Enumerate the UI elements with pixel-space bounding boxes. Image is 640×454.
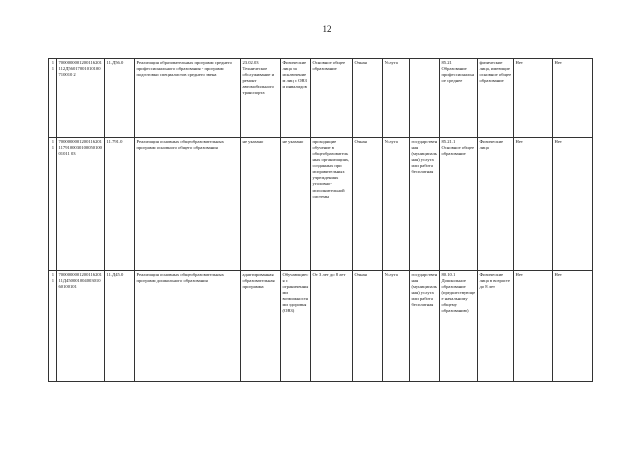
cell-okved: 11.Д45.0 xyxy=(105,271,135,382)
services-register-table xyxy=(48,58,593,382)
cell-content: проходящие обучение в общеобразовательных организациях, созданных при исправительных учреждениях уголовно-исполнительной системы xyxy=(311,138,353,271)
cell-code: 700000000120011620111Д45000100400301060100101 xyxy=(57,271,105,382)
cell-specialty: не указано xyxy=(241,138,281,271)
cell-type: Услуга xyxy=(383,271,410,382)
cell-payment: государственная (муниципальная) услуга или работа бесплатная xyxy=(410,271,440,382)
cell-content: От 3 лет до 8 лет xyxy=(311,271,353,382)
cell-consumers: Обучающиеся с ограниченными возможностями здоровья (ОВЗ) xyxy=(281,271,311,382)
page-number: 12 xyxy=(322,24,332,34)
table-row xyxy=(49,271,593,382)
cell-name: Реализация основных общеобразовательных программ дошкольного образования xyxy=(135,271,241,382)
cell-c2: Нет xyxy=(553,138,593,271)
cell-okved: 11.Д56.0 xyxy=(105,59,135,138)
cell-code: 7000000001200116201112Д56017001010100710010 2 xyxy=(57,59,105,138)
cell-num: 11 xyxy=(49,138,57,271)
cell-c1: Нет xyxy=(514,138,553,271)
cell-okved: 11.791.0 xyxy=(105,138,135,271)
cell-payment xyxy=(410,59,440,138)
cell-code: 7000000001200116201117910003010005010001011 03 xyxy=(57,138,105,271)
cell-category: физические лица, имеющие основное общее образование xyxy=(478,59,514,138)
cell-specialty: адаптированная образовательная программа xyxy=(241,271,281,382)
cell-payment: государственная (муниципальная) услуга или работа бесплатная xyxy=(410,138,440,271)
cell-form: Очная xyxy=(353,271,383,382)
cell-c1: Нет xyxy=(514,271,553,382)
cell-okved2: 85.21 Образование профессиональное среднее xyxy=(440,59,478,138)
cell-consumers: не указано xyxy=(281,138,311,271)
cell-okved2: 80.10.1 Дошкольное образование (предшествующее начальному общему образованию) xyxy=(440,271,478,382)
cell-name: Реализация основных общеобразовательных программ основного общего образования xyxy=(135,138,241,271)
cell-okved2: 85.21.1 Основное общее образование xyxy=(440,138,478,271)
cell-consumers: Физические лица за исключением лиц с ОВЗ и инвалидов xyxy=(281,59,311,138)
cell-num: 11 xyxy=(49,271,57,382)
cell-form: Очная xyxy=(353,59,383,138)
cell-num: 11 xyxy=(49,59,57,138)
cell-type: Услуга xyxy=(383,138,410,271)
cell-name: Реализация образовательных программ среднего профессионального образования - программ подготовки специалистов среднего звена xyxy=(135,59,241,138)
cell-content: Основное общее образование xyxy=(311,59,353,138)
cell-c1: Нет xyxy=(514,59,553,138)
cell-category: Физические лица xyxy=(478,138,514,271)
table-row xyxy=(49,138,593,271)
cell-category: Физические лица в возрасте до 8 лет xyxy=(478,271,514,382)
cell-form: Очная xyxy=(353,138,383,271)
cell-c2: Нет xyxy=(553,271,593,382)
table-row xyxy=(49,59,593,138)
cell-c2: Нет xyxy=(553,59,593,138)
cell-type: Услуга xyxy=(383,59,410,138)
cell-specialty: 23.02.03 Техническое обслуживание и ремонт автомобильного транспорта xyxy=(241,59,281,138)
